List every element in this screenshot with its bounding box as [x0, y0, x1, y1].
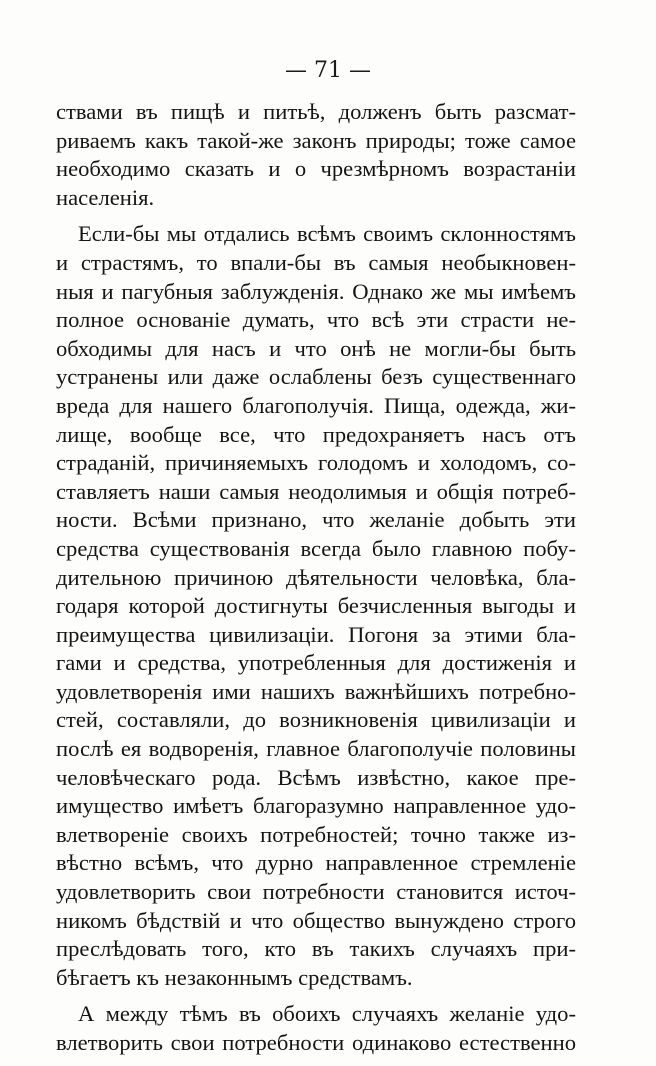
text-line: гами и средства, употребленныя для достиженія и [56, 650, 576, 676]
text-line: необходимо сказать и о чрезмѣрномъ возрастаніи [56, 156, 576, 182]
text-line: годаря которой достигнуты безчисленныя выгоды и [56, 593, 576, 619]
paragraph-gap [56, 992, 576, 1000]
text-line: никомъ бѣдствій и что общество вынуждено строго [56, 907, 576, 933]
text-line: ствами въ пищѣ и питьѣ, долженъ быть разсмат- [56, 99, 576, 124]
text-line: вѣстно всѣмъ, что дурно направленное стремленіе [56, 850, 576, 876]
text-line: преимущества цивилизаціи. Погоня за этими бла- [56, 621, 576, 647]
text-line: ныя и пагубныя заблужденія. Однако же мы имѣемъ [56, 278, 576, 304]
text-line: устранены или даже ослаблены безъ существеннаго [56, 364, 576, 390]
text-line: имущество имѣетъ благоразумно направленное удо- [56, 793, 576, 819]
text-line: дительною причиною дѣятельности человѣка, бла- [56, 564, 576, 590]
paragraph [56, 220, 576, 992]
text-line: вреда для нашего благополучія. Пища, одежда, жи- [56, 392, 576, 418]
text-line: удовлетворенія ими нашихъ важнѣйшихъ потребно- [56, 678, 576, 704]
body-text [56, 98, 576, 1058]
text-line: страданій, причиняемыхъ голодомъ и холодомъ, со- [56, 450, 576, 476]
text-line: удовлетворить свои потребности становится источ- [56, 879, 576, 905]
text-line: стей, составляли, до возникновенія цивилизаціи и [56, 707, 576, 733]
text-line: человѣческаго рода. Всѣмъ извѣстно, какое пре- [56, 764, 576, 790]
page-number: — 71 — [285, 58, 371, 83]
text-line: А между тѣмъ въ обоихъ случаяхъ желаніе удо- [78, 1001, 576, 1027]
text-line: преслѣдовать того, кто въ такихъ случаяхъ при- [56, 936, 576, 962]
text-line: влетвореніе своихъ потребностей; точно также из- [56, 821, 576, 847]
text-line: населенія. [56, 184, 155, 210]
text-line: риваемъ какъ такой-же законъ природы; тоже самое [56, 127, 576, 153]
text-line: бѣгаетъ къ незаконнымъ средствамъ. [56, 964, 413, 990]
text-line: Если-бы мы отдались всѣмъ своимъ склонностямъ [78, 221, 576, 247]
text-line: ности. Всѣми признано, что желаніе добыть эти [56, 507, 576, 533]
text-line: ставляетъ наши самыя неодолимыя и общія потреб- [56, 478, 576, 504]
paragraph-gap [56, 212, 576, 220]
text-line: обходимы для насъ и что онѣ не могли-бы быть [56, 335, 576, 361]
text-line: послѣ ея водворенія, главное благополучіе половины [56, 736, 576, 762]
text-line: влетворить свои потребности одинаково естественно [56, 1030, 576, 1055]
text-line: лище, вообще все, что предохраняетъ насъ отъ [56, 421, 576, 447]
text-line: и страстямъ, то впали-бы въ самыя необыкновен- [56, 249, 576, 275]
paragraph [56, 1000, 576, 1057]
text-line: полное основаніе думать, что всѣ эти страсти не- [56, 307, 576, 333]
paragraph [56, 98, 576, 212]
text-line: средства существованія всегда было главною побу- [56, 535, 576, 561]
